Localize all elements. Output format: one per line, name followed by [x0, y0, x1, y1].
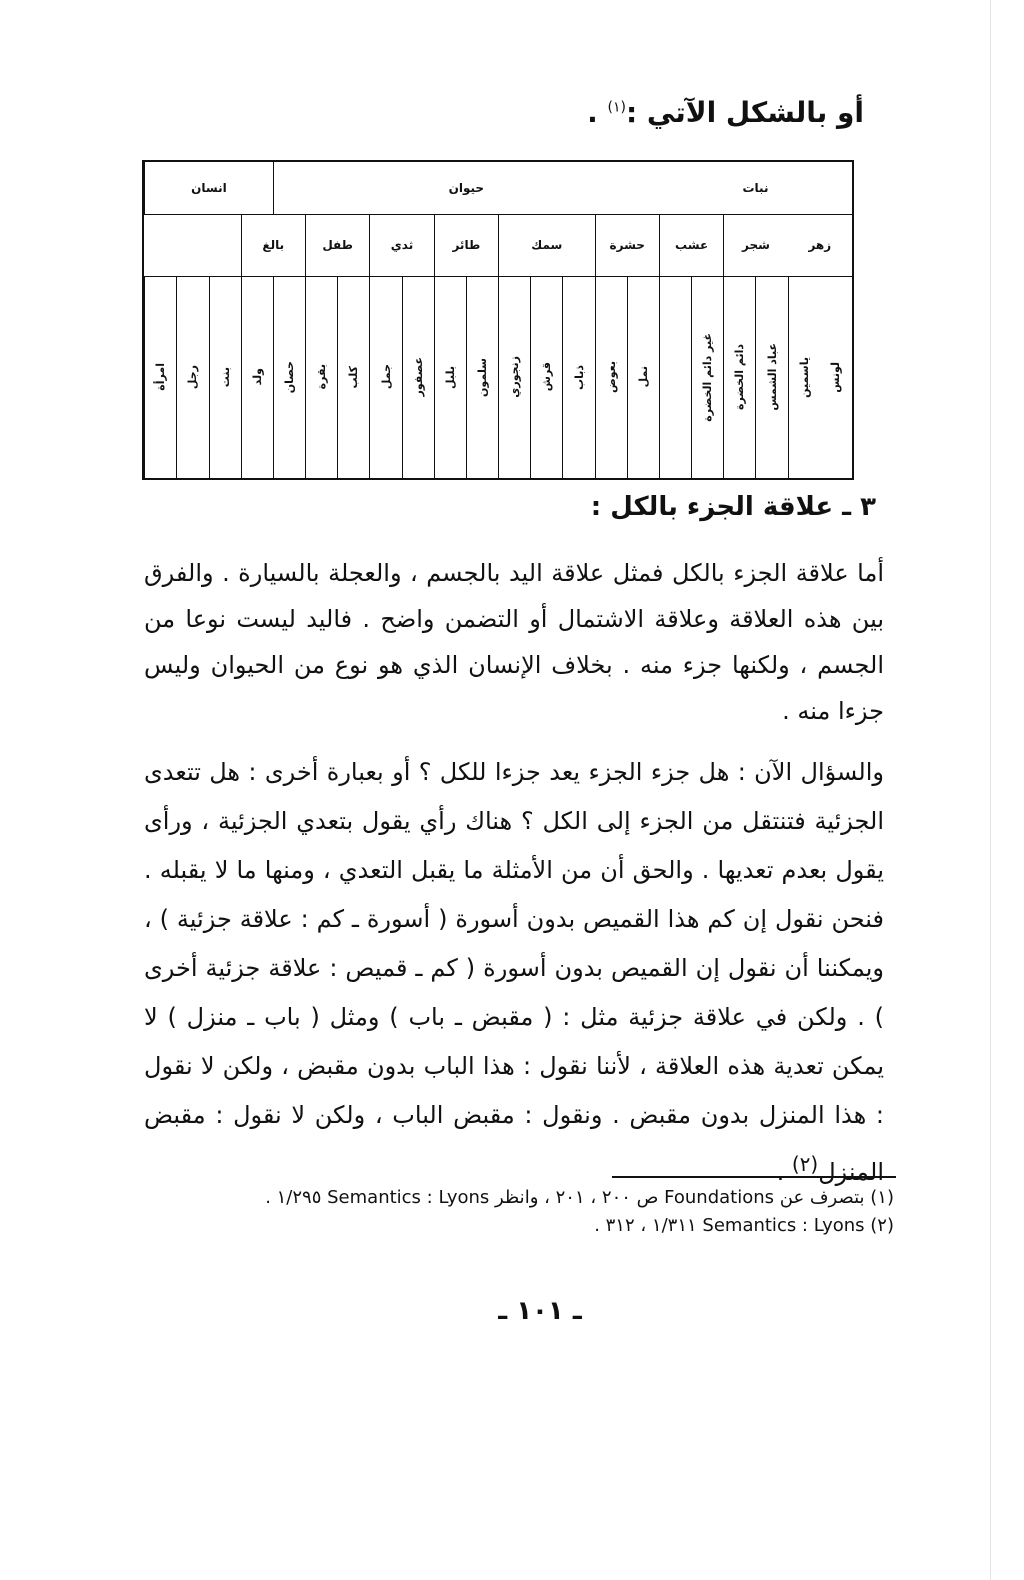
leaf-label: ولد: [250, 368, 264, 386]
leaf-label: بقرة: [315, 364, 329, 390]
leaf-cell: [305, 276, 337, 478]
footnote-2-end: ١/٣١١ ، ٣١٢ .: [594, 1215, 703, 1236]
leaf-cell: [241, 276, 273, 478]
leaf-cell: [498, 276, 530, 478]
footnote-1-work: Foundations: [664, 1187, 775, 1208]
footnote-1-pages: ص ٢٠٠ ، ٢٠١ ، وانظر: [489, 1187, 665, 1208]
level2-cell: زهر: [808, 238, 832, 252]
leaf-label: امرأة: [154, 363, 168, 391]
leaf-label: رجل: [186, 364, 200, 390]
leaf-label: دائم الخضرة: [733, 343, 747, 410]
page-number: ـ ١٠١ ـ: [498, 1296, 582, 1326]
leaf-cell: [369, 276, 401, 478]
leaf-cell: [466, 276, 498, 478]
level2-cell: بالغ: [241, 214, 305, 276]
leaf-label: زنجوري: [508, 356, 522, 398]
footnote-divider: [612, 1176, 896, 1178]
level2-cell: طائر: [434, 214, 498, 276]
leaf-label: بلبل: [443, 365, 457, 389]
section-heading: ٣ ـ علاقة الجزء بالكل :: [590, 492, 876, 522]
table-row-level2: [144, 214, 852, 277]
level1-cell: نبات: [742, 181, 769, 195]
footnote-ref-1: (١): [607, 99, 626, 116]
leaf-cell: [144, 276, 176, 478]
leaf-label: حصان: [283, 360, 296, 394]
leaf-label: جمل: [379, 364, 393, 390]
footnote-1-prefix: (١) بتصرف عن: [774, 1187, 894, 1208]
leaf-cell: [434, 276, 466, 478]
leaf-cell: [337, 276, 369, 478]
leaf-cell: [659, 276, 691, 478]
leaf-cell: [273, 276, 305, 478]
footnote-2-prefix: (٢): [864, 1215, 894, 1236]
level2-cell: عشب: [659, 214, 723, 276]
footnote-ref-2: (٢): [791, 1152, 819, 1176]
intro-line: [164, 96, 864, 129]
intro-text: أو بالشكل الآتي :: [625, 96, 864, 129]
leaf-label: ياسمين: [797, 356, 811, 398]
level2-cell: حشرة: [595, 214, 659, 276]
paragraph-2: [144, 748, 884, 1197]
level1-cell: انسان: [144, 162, 273, 214]
level1-cell: حيوان: [273, 162, 659, 214]
level2-cell: ثدي: [369, 214, 433, 276]
leaf-cell: [209, 276, 241, 478]
leaf-cell: [402, 276, 434, 478]
leaf-label: ذباب: [572, 364, 586, 390]
leaf-label: قرش: [540, 362, 554, 392]
leaf-cell: [788, 276, 820, 478]
level2-cell: سمك: [498, 214, 595, 276]
footnote-1-work2: Semantics : Lyons: [327, 1187, 490, 1208]
leaf-label: غير دائم الخضرة: [701, 332, 715, 422]
margin-line: [990, 0, 991, 1580]
leaf-label: كلب: [347, 365, 361, 389]
leaf-label: بعوض: [604, 360, 618, 394]
leaf-cell: [723, 276, 755, 478]
leaf-label: عصفور: [411, 357, 425, 397]
classification-table: [142, 160, 854, 480]
leaf-cell: [530, 276, 562, 478]
footnote-1: [134, 1184, 894, 1212]
level2-cell: شجر: [723, 214, 787, 276]
paragraph-2-end: .: [776, 1158, 792, 1186]
paragraph-1: أما علاقة الجزء بالكل فمثل علاقة اليد بالجسم ، والعجلة بالسيارة . والفرق بين هذه العلاقة وعلاقة الاشتمال أو التضمن واضح . فاليد ليست نوعا من الجسم ، ولكنها جزء منه . بخلاف الإنسان الذي هو نوع من الحيوان وليس جزءا منه .: [144, 559, 884, 725]
leaf-label: نمل: [636, 366, 650, 388]
table-row-level1: [144, 162, 852, 215]
leaf-cell: [176, 276, 208, 478]
leaf-cell: [691, 276, 723, 478]
footnote-2-work: Semantics : Lyons: [702, 1215, 865, 1236]
footnotes: [134, 1184, 894, 1240]
footnote-2: [134, 1212, 894, 1240]
leaf-cell: [627, 276, 659, 478]
leaf-label: بنت: [218, 366, 232, 388]
leaf-cell: [595, 276, 627, 478]
leaf-cell: [755, 276, 787, 478]
table-row-leaves: [144, 276, 852, 478]
paragraph-2-text: والسؤال الآن : هل جزء الجزء يعد جزءا للكل ؟ أو بعبارة أخرى : هل تتعدى الجزئية فتنتقل من الجزء إلى الكل ؟ هناك رأي يقول بتعدي الجزئية ، ورأى يقول بعدم تعديها . والحق أن من الأمثلة ما يقبل التعدي ، ومنها ما لا يقبله . فنحن نقول إن كم هذا القميص بدون أسورة ( أسورة ـ كم : علاقة جزئية ) ، ويمكننا أن نقول إن القميص بدون أسورة ( كم ـ قميص : علاقة جزئية أخرى ) . ولكن في علاقة جزئية مثل : ( مقبض ـ باب ) ومثل ( باب ـ منزل ) لا يمكن تعدية هذه العلاقة ، لأننا نقول : هذا الباب بدون مقبض ، ولكن لا نقول : هذا المنزل بدون مقبض . ونقول : مقبض الباب ، ولكن لا نقول : مقبض المنزل: [144, 758, 884, 1186]
leaf-label: عباد الشمس: [765, 343, 779, 411]
footnote-1-end: ١/٢٩٥ .: [265, 1187, 328, 1208]
leaf-cell: [820, 276, 852, 478]
intro-end: .: [587, 96, 598, 129]
leaf-cell: [562, 276, 594, 478]
leaf-label: سلمون: [476, 357, 490, 397]
leaf-label: لونس: [829, 361, 843, 393]
level2-cell: طفل: [305, 214, 369, 276]
